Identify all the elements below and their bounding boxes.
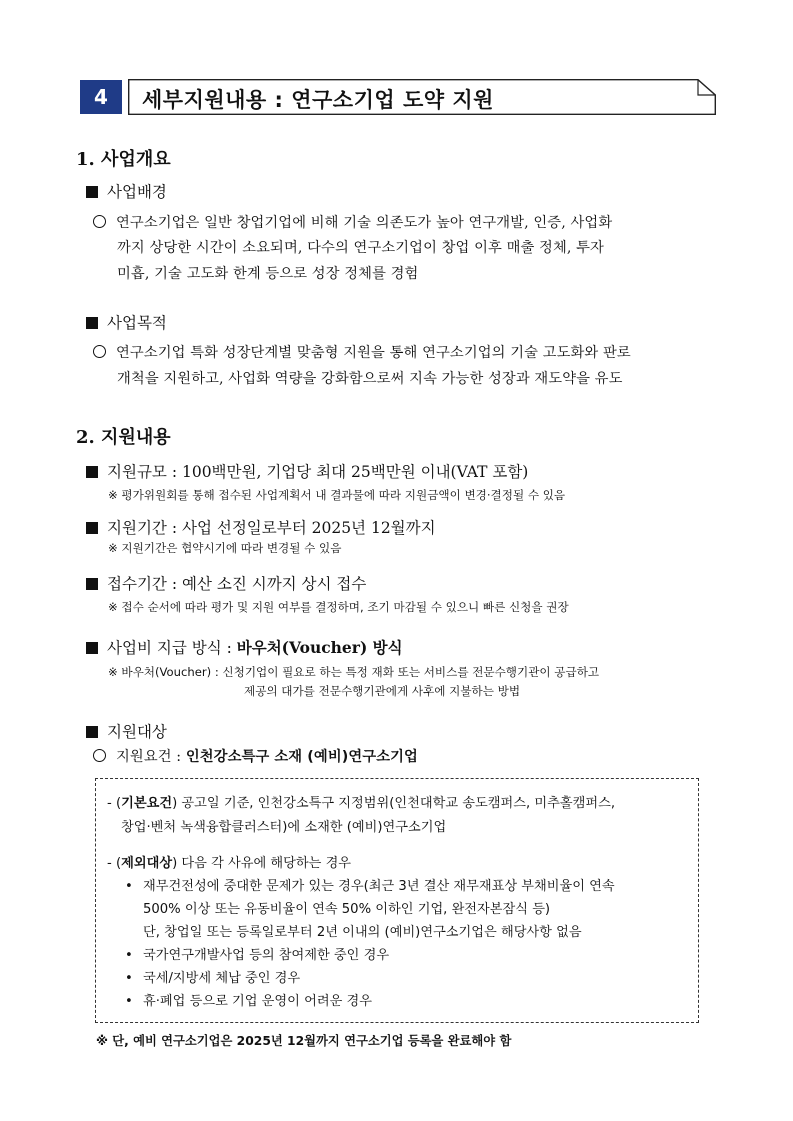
period-heading: 지원기간 : 사업 선정일로부터 2025년 12월까지 [86,516,436,538]
background-heading: 사업배경 [86,180,167,202]
square-bullet-icon [86,642,98,654]
payment-note-line-1: ※ 바우처(Voucher) : 신청기업이 필요로 하는 특정 재화 또는 서비스를 전문수행기관이 공급하고 [108,665,600,679]
section-number-badge: 4 [80,80,122,114]
square-bullet-icon [86,578,98,590]
purpose-line-2: 개척을 지원하고, 사업화 역량을 강화함으로써 지속 가능한 성장과 재도약을 유도 [117,371,623,387]
basic-requirement-line-1: - (기본요건) 공고일 기준, 인천강소특구 지정범위(인천대학교 송도캠퍼스, 미추홀캠퍼스, [107,796,616,811]
square-bullet-icon [86,522,98,534]
section1-title: 1. 사업개요 [76,149,171,170]
exclusion-item-2: • 국가연구개발사업 등의 참여제한 중인 경우 [125,948,390,963]
footnote: ※ 단, 예비 연구소기업은 2025년 12월까지 연구소기업 등록을 완료해야 함 [96,1034,512,1048]
exclusion-heading: - (제외대상) 다음 각 사유에 해당하는 경우 [107,856,352,871]
purpose-heading: 사업목적 [86,311,167,333]
section2-title: 2. 지원내용 [76,427,171,448]
intake-note: ※ 접수 순서에 따라 평가 및 지원 여부를 결정하며, 조기 마감될 수 있으니 빠른 신청을 권장 [108,600,569,614]
background-line-3: 미흡, 기술 고도화 한계 등으로 성장 정체를 경험 [117,266,419,282]
section-header-box [128,79,716,115]
square-bullet-icon [86,186,98,198]
background-line-2: 까지 상당한 시간이 소요되며, 다수의 연구소기업이 창업 이후 매출 정체, 투자 [117,240,604,256]
exclusion-item-4: • 휴·폐업 등으로 기업 운영이 어려운 경우 [125,994,372,1009]
exclusion-item-1-exception: 단, 창업일 또는 등록일로부터 2년 이내의 (예비)연구소기업은 해당사항 없음 [143,925,582,940]
scale-note: ※ 평가위원회를 통해 접수된 사업계획서 내 결과물에 따라 지원금액이 변경·결정될 수 있음 [108,488,566,502]
exclusion-item-3: • 국세/지방세 체납 중인 경우 [125,971,301,986]
period-note: ※ 지원기간은 협약시기에 따라 변경될 수 있음 [108,541,342,555]
circle-bullet-icon [93,215,106,228]
target-requirement: 지원요건 : 인천강소특구 소재 (예비)연구소기업 [93,746,418,766]
basic-requirement-line-2: 창업·벤처 녹색융합클러스터)에 소재한 (예비)연구소기업 [121,820,447,835]
intake-heading: 접수기간 : 예산 소진 시까지 상시 접수 [86,572,366,594]
page-title: 세부지원내용 : 연구소기업 도약 지원 [142,88,494,112]
purpose-line-1: 연구소기업 특화 성장단계별 맞춤형 지원을 통해 연구소기업의 기술 고도화와 판로 [93,342,631,362]
square-bullet-icon [86,466,98,478]
payment-note-line-2: 제공의 대가를 전문수행기관에게 사후에 지불하는 방법 [244,684,521,698]
background-line-1: 연구소기업은 일반 창업기업에 비해 기술 의존도가 높아 연구개발, 인증, 사업화 [93,212,612,232]
exclusion-item-1-cont: 500% 이상 또는 유동비율이 연속 50% 이하인 기업, 완전자본잠식 등) [143,902,551,917]
exclusion-item-1: • 재무건전성에 중대한 문제가 있는 경우(최근 3년 결산 재무재표상 부채비율이 연속 [125,879,615,894]
payment-heading: 사업비 지급 방식 : 바우처(Voucher) 방식 [86,636,403,658]
circle-bullet-icon [93,749,106,762]
scale-heading: 지원규모 : 100백만원, 기업당 최대 25백만원 이내(VAT 포함) [86,460,528,482]
circle-bullet-icon [93,345,106,358]
square-bullet-icon [86,726,98,738]
target-heading: 지원대상 [86,720,167,742]
square-bullet-icon [86,317,98,329]
